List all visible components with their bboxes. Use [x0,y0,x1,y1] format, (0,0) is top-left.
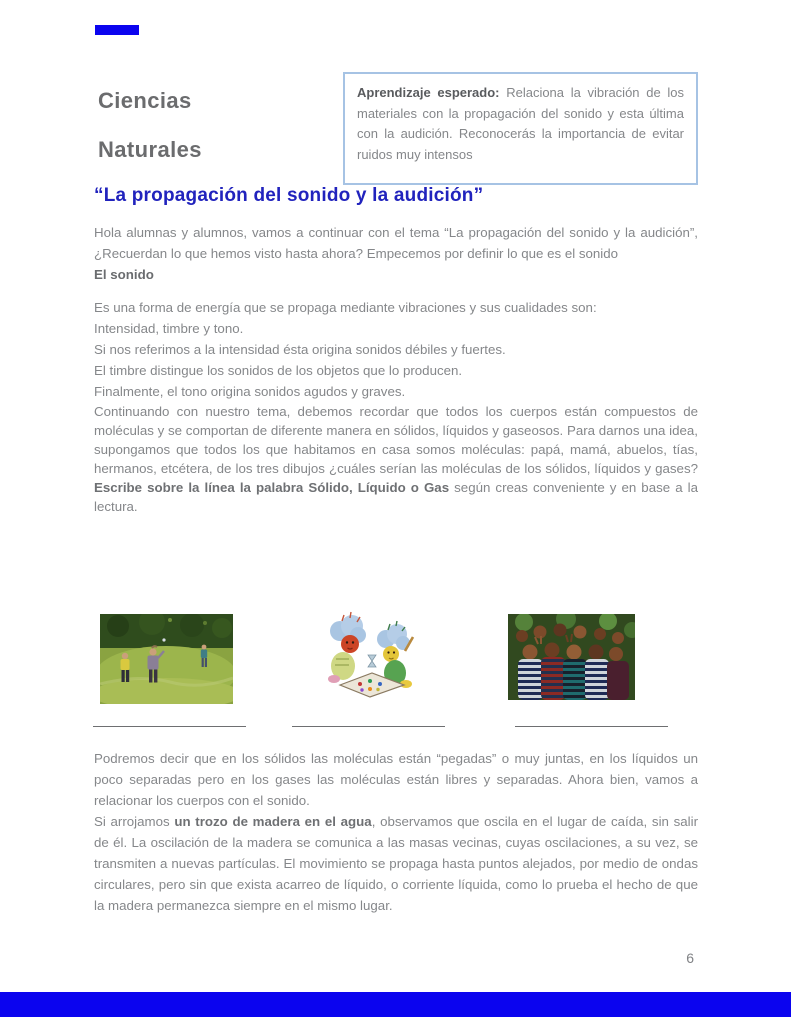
molecules-text-pre: Continuando con nuestro tema, debemos recordar que todos los cuerpos están compuestos de moléculas y se comportan de diferente manera en sólidos, líquidos y gaseosos. Para darnos una idea, supongamos que todos los que habitamos en casa somos moléculas: papá, mamá, abuelos, tías, hermanos, etcétera, de los tres dibujos ¿cuáles serían las moléculas de los sólidos, líquidos y gases? [94,404,698,476]
children-crowd-photo [508,614,635,700]
molecules-instruction-bold: Escribe sobre la línea la palabra Sólido, Líquido o Gas [94,480,450,495]
molecules-text-post: según creas conveniente y en base a la lectura. [94,480,698,514]
subject-line-2: Naturales [98,137,202,162]
children-crowd-image [508,614,635,700]
subject-line-1: Ciencias [98,88,192,113]
energy-paragraph-line2: Intensidad, timbre y tono. [94,321,244,336]
cartoon-board-game-image [312,611,428,707]
body-text-lower [94,748,698,916]
page-number: 6 [686,950,694,966]
body-text-upper [94,222,698,516]
timbre-paragraph: El timbre distingue los sonidos de los objetos que lo producen. [94,363,463,378]
children-playing-field-image [100,614,233,704]
answer-line-solid-liquid-gas-1[interactable] [93,726,246,727]
wood-text-bold: un trozo de madera en el agua [174,814,372,829]
molecules-paragraph [94,402,698,516]
page-title: “La propagación del sonido y la audición” [94,185,484,206]
expected-learning-text: Relaciona la vibración de los materiales con la propagación del sonido y esta última con la audición. Reconocerás la importancia de evitar ruidos muy intensos [357,85,684,162]
energy-paragraph-line1: Es una forma de energía que se propaga mediante vibraciones y sus cualidades son: [94,300,597,315]
brand-mark [95,25,139,35]
expected-learning-label: Aprendizaje esperado: [357,85,500,100]
answer-line-solid-liquid-gas-2[interactable] [292,726,445,727]
states-paragraph: Podremos decir que en los sólidos las moléculas están “pegadas” o muy juntas, en los líquidos un poco separadas pero en los gases las moléculas están libres y separadas. Ahora bien, vamos a relacionar los cuerpos con el sonido. [94,751,698,808]
wood-paragraph [94,811,698,916]
intro-paragraph: Hola alumnas y alumnos, vamos a continuar con el tema “La propagación del sonido y la audición”, ¿Recuerdan lo que hemos visto hasta ahora? Empecemos por definir lo que es el sonido [94,225,698,261]
footer-accent-bar [0,992,791,1017]
children-playing-field-photo [100,614,233,704]
sound-heading: El sonido [94,267,154,282]
subject-heading [98,76,202,174]
cartoon-characters-board-game-illustration [312,611,428,707]
tone-paragraph: Finalmente, el tono origina sonidos agudos y graves. [94,384,406,399]
wood-text-post: , observamos que oscila en el lugar de caída, sin salir de él. La oscilación de la madera se comunica a las masas vecinas, cuyas oscilaciones, a su vez, se transmiten a nuevas partículas. El movimiento se propaga hasta puntos alejados, por medio de ondas circulares, pero sin que exista acarreo de líquido, o corriente líquida, como lo prueba el hecho de que la madera permanezca siempre en el mismo lugar. [94,814,699,913]
answer-line-solid-liquid-gas-3[interactable] [515,726,668,727]
intensity-paragraph: Si nos referimos a la intensidad ésta origina sonidos débiles y fuertes. [94,342,506,357]
expected-learning-box [343,72,698,185]
wood-text-pre: Si arrojamos [94,814,175,829]
